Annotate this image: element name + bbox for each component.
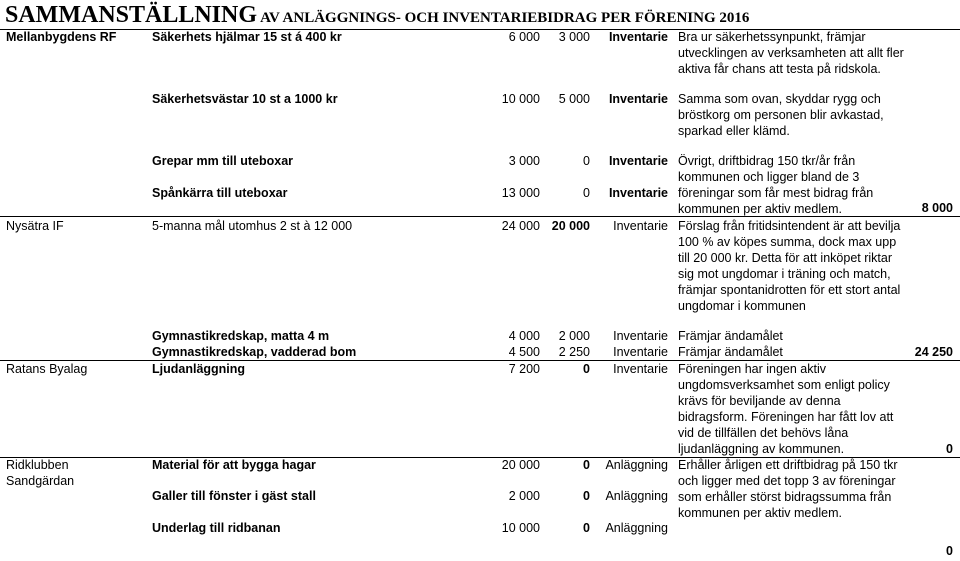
grant-value: 0 [583, 521, 590, 535]
total-value: 24 250 [914, 345, 953, 359]
grant-value: 5 000 [558, 92, 590, 106]
grant-value: 3 000 [558, 30, 590, 44]
description: Övrigt, driftbidrag 150 tkr/år från kommunen och ligger bland de 3 föreningar som får mest bidrag från kommunen per aktiv medlem. [678, 154, 874, 216]
type-value: Inventarie [613, 345, 668, 359]
cost-value: 13 000 [501, 186, 540, 200]
description: Samma som ovan, skyddar rygg och bröstkorg om personen blir avkastad, sparkad eller klämd. [678, 92, 884, 138]
item-name: Grepar mm till uteboxar [152, 154, 294, 168]
total-value: 0 [946, 544, 953, 558]
grant-value: 0 [583, 489, 590, 503]
item-name: Underlag till ridbanan [152, 521, 281, 535]
org-name: Mellanbygdens RF [6, 30, 117, 44]
type-value: Inventarie [613, 329, 668, 343]
grant-value: 2 000 [558, 329, 590, 343]
grant-value: 0 [583, 186, 590, 200]
type-value: Inventarie [608, 186, 668, 200]
item-name: Ljudanläggning [152, 362, 246, 376]
title-sub: AV ANLÄGGNINGS- OCH INVENTARIEBIDRAG PER FÖRENING 2016 [260, 10, 750, 26]
cost-value: 10 000 [501, 521, 540, 535]
grant-value: 0 [583, 458, 590, 472]
item-name: Galler till fönster i gäst stall [152, 489, 316, 503]
title-main: SAMMANSTÄLLNING [5, 2, 258, 28]
total-value: 0 [946, 442, 953, 456]
type-value: Inventarie [608, 154, 668, 168]
description: Förslag från fritidsintendent är att bevilja 100 % av köpes summa, dock max upp till 20 000 kr. Detta för att inköpet riktar sig mot ungdomar i träning och match, främjar spontanidrotten för ett stort antal ungdomar i kommunen [678, 219, 901, 313]
item-name: Spånkärra till uteboxar [152, 186, 288, 200]
total-value: 8 000 [921, 201, 953, 215]
cost-value: 20 000 [501, 458, 540, 472]
type-value: Inventarie [608, 30, 668, 44]
grant-value: 0 [583, 362, 590, 376]
grant-value: 2 250 [558, 345, 590, 359]
cost-value: 10 000 [501, 92, 540, 106]
type-value: Anläggning [605, 458, 668, 472]
item-name: Säkerhetsvästar 10 st a 1000 kr [152, 92, 338, 106]
type-value: Inventarie [608, 92, 668, 106]
description: Bra ur säkerhetssynpunkt, främjar utvecklingen av verksamheten att allt fler aktiva får chans att testa på ridskola. [678, 30, 904, 76]
description: Främjar ändamålet [678, 329, 783, 343]
org-name: Ridklubben Sandgärdan [6, 458, 75, 488]
cost-value: 6 000 [508, 30, 540, 44]
org-name: Nysätra IF [6, 219, 64, 233]
grant-value: 0 [583, 154, 590, 168]
type-value: Inventarie [613, 219, 668, 233]
item-name: Gymnastikredskap, matta 4 m [152, 329, 330, 343]
type-value: Anläggning [605, 489, 668, 503]
cost-value: 4 000 [508, 329, 540, 343]
description: Föreningen har ingen aktiv ungdomsverksamhet som enligt policy krävs för beviljande av denna bidragsform. Föreningen har fått lov att vid de tillfällen det behövs låna ljudanläggning av kommunen. [678, 362, 894, 456]
item-name: Material för att bygga hagar [152, 458, 316, 472]
cost-value: 3 000 [508, 154, 540, 168]
type-value: Anläggning [605, 521, 668, 535]
item-name: Säkerhets hjälmar 15 st á 400 kr [152, 30, 342, 44]
description: Främjar ändamålet [678, 345, 783, 359]
org-name: Ratans Byalag [6, 362, 88, 376]
row-divider [0, 216, 960, 217]
cost-value: 24 000 [501, 219, 540, 233]
cost-value: 4 500 [508, 345, 540, 359]
cost-value: 7 200 [508, 362, 540, 376]
description: Erhåller årligen ett driftbidrag på 150 tkr och ligger med det topp 3 av föreningar som erhåller störst bidragssumma från kommunen per aktiv medlem. [678, 458, 898, 520]
item-name: 5-manna mål utomhus 2 st à 12 000 [152, 219, 353, 233]
cost-value: 2 000 [508, 489, 540, 503]
type-value: Inventarie [613, 362, 668, 376]
grant-value: 20 000 [551, 219, 590, 233]
item-name: Gymnastikredskap, vadderad bom [152, 345, 357, 359]
page-title [5, 2, 749, 29]
